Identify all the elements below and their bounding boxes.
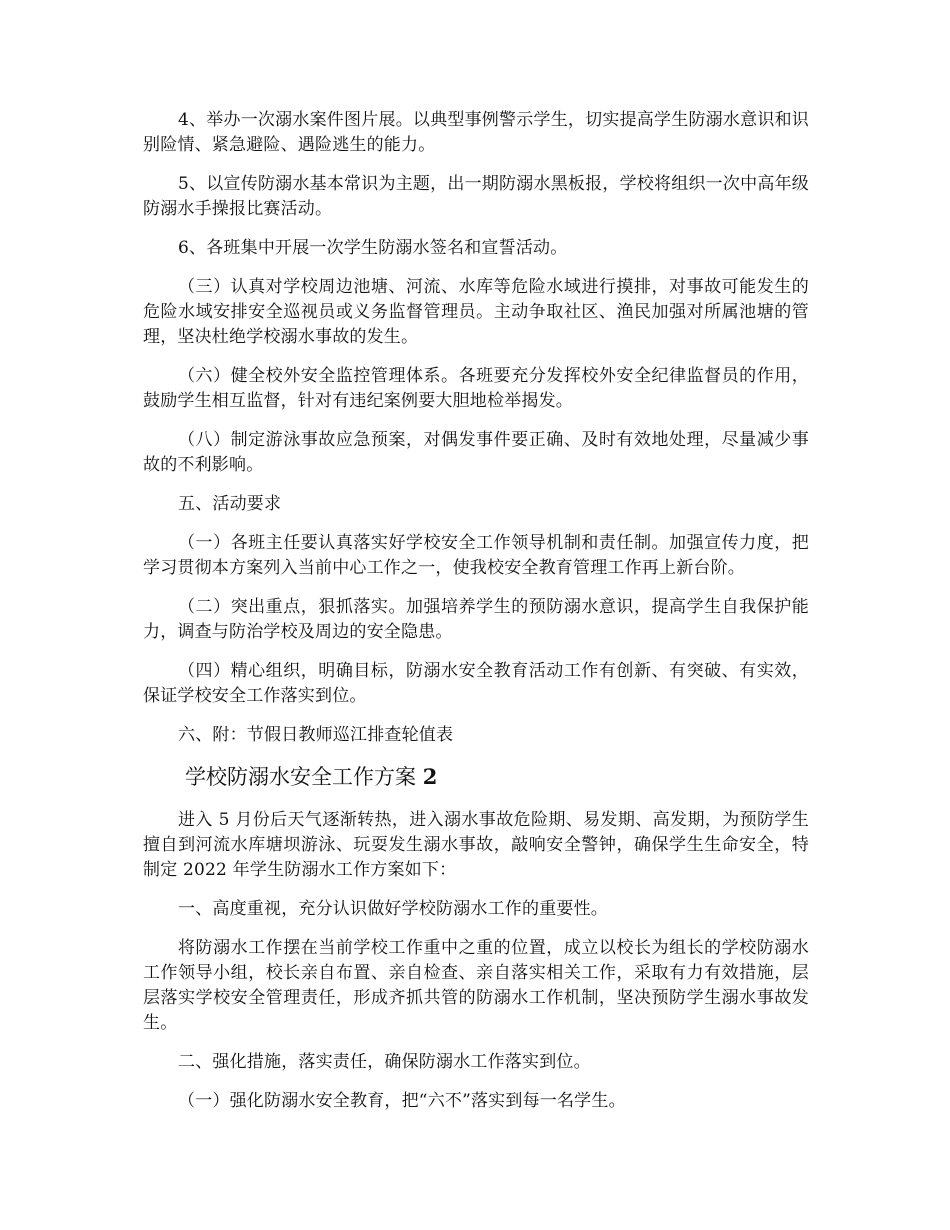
section-heading: 一、高度重视，充分认识做好学校防溺水工作的重要性。 (178, 899, 608, 919)
paragraph: （一）各班主任要认真落实好学校安全工作领导机制和责任制。加强宣传力度，把学习贯彻本方案列入当前中心工作之一，使我校安全教育管理工作再上新台阶。 (143, 533, 809, 578)
document-body (143, 108, 809, 1128)
section-heading: 五、活动要求 (178, 494, 282, 514)
paragraph: （四）精心组织，明确目标，防溺水安全教育活动工作有创新、有突破、有实效，保证学校安全工作落实到位。 (143, 661, 809, 706)
section-heading: 六、附：节假日教师巡江排查轮值表 (178, 725, 454, 745)
document-heading (143, 762, 809, 792)
section-heading: 二、强化措施，落实责任，确保防溺水工作落实到位。 (178, 1052, 591, 1072)
paragraph: 4、举办一次溺水案件图片展。以典型事例警示学生，切实提高学生防溺水意识和识别险情、紧急避险、遇险逃生的能力。 (143, 110, 809, 155)
paragraph: 将防溺水工作摆在当前学校工作重中之重的位置，成立以校长为组长的学校防溺水工作领导小组，校长亲自布置、亲自检查、亲自落实相关工作，采取有力有效措施，层层落实学校安全管理责任，形成齐抓共管的防溺水工作机制，坚决预防学生溺水事故发生。 (143, 938, 809, 1033)
paragraph: （八）制定游泳事故应急预案，对偶发事件要正确、及时有效地处理，尽量减少事故的不利影响。 (143, 430, 809, 475)
paragraph: （一）强化防溺水安全教育，把“六不”落实到每一名学生。 (178, 1091, 626, 1111)
heading-text: 学校防溺水安全工作方案 (185, 765, 416, 789)
paragraph: 进入 5 月份后天气逐渐转热，进入溺水事故危险期、易发期、高发期，为预防学生擅自到河流水库塘坝游泳、玩耍发生溺水事故，敲响安全警钟，确保学生生命安全，特制定 2022 年学生防溺水工作方案如下： (143, 810, 809, 880)
paragraph: 5、以宣传防溺水基本常识为主题，出一期防溺水黑板报，学校将组织一次中高年级防溺水手操报比赛活动。 (143, 174, 809, 219)
paragraph: （三）认真对学校周边池塘、河流、水库等危险水域进行摸排，对事故可能发生的危险水域安排安全巡视员或义务监督管理员。主动争取社区、渔民加强对所属池塘的管理，坚决杜绝学校溺水事故的发生。 (143, 277, 809, 347)
paragraph: 6、各班集中开展一次学生防溺水签名和宣誓活动。 (178, 238, 568, 258)
paragraph: （二）突出重点，狠抓落实。加强培养学生的预防溺水意识，提高学生自我保护能力，调查与防治学校及周边的安全隐患。 (143, 597, 809, 642)
heading-number: 2 (422, 764, 438, 789)
paragraph: （六）健全校外安全监控管理体系。各班要充分发挥校外安全纪律监督员的作用，鼓励学生相互监督，针对有违纪案例要大胆地检举揭发。 (143, 366, 809, 411)
